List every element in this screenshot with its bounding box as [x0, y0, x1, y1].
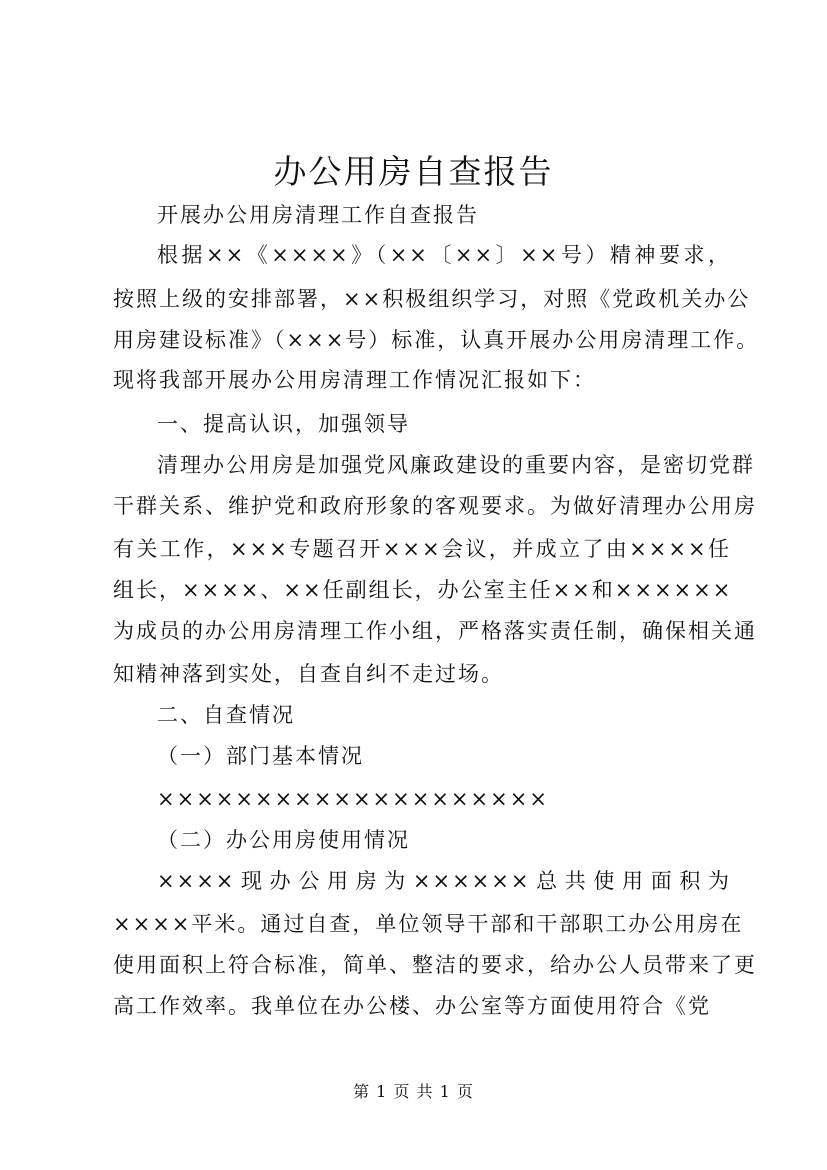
section-heading: 一、提高认识，加强领导	[157, 412, 410, 436]
paragraph-line: 用房建设标准》（×××号）标准，认真开展办公用房清理工作。	[113, 328, 760, 352]
paragraph-line: 现将我部开展办公用房清理工作情况汇报如下：	[113, 368, 596, 392]
subsection-heading: （一）部门基本情况	[157, 744, 364, 768]
paragraph-line: 为成员的办公用房清理工作小组，严格落实责任制，确保相关通	[113, 619, 757, 643]
subtitle-line: 开展办公用房清理工作自查报告	[157, 203, 479, 227]
paragraph-line: 干群关系、维护党和政府形象的客观要求。为做好清理办公用房	[113, 494, 757, 518]
section-heading: 二、自查情况	[157, 703, 295, 727]
paragraph-line: 使用面积上符合标准，简单、整洁的要求，给办公人员带来了更	[113, 953, 757, 977]
paragraph-line: 清理办公用房是加强党风廉政建设的重要内容，是密切党群	[157, 453, 755, 477]
page-footer: 第 1 页 共 1 页	[353, 1082, 474, 1101]
paragraph-line: ××××现办公用房为××××××总共使用面积为	[157, 869, 731, 893]
paragraph-line: 根据××《××××》（××〔××〕××号）精神要求，	[157, 243, 731, 267]
paragraph-line: 高工作效率。我单位在办公楼、办公室等方面使用符合《党	[113, 994, 711, 1018]
paragraph-line: 知精神落到实处，自查自纠不走过场。	[113, 662, 504, 686]
paragraph-line: 有关工作，×××专题召开×××会议，并成立了由××××任	[113, 537, 731, 561]
subsection-heading: （二）办公用房使用情况	[157, 828, 410, 852]
paragraph-line: 按照上级的安排部署，××积极组织学习，对照《党政机关办公	[113, 287, 751, 311]
placeholder-line: ××××××××××××××××××××	[157, 787, 549, 811]
document-title: 办公用房自查报告	[273, 152, 554, 191]
paragraph-line: 组长，××××、××任副组长，办公室主任××和××××××	[113, 578, 733, 602]
paragraph-line: ××××平米。通过自查，单位领导干部和干部职工办公用房在	[113, 912, 744, 936]
